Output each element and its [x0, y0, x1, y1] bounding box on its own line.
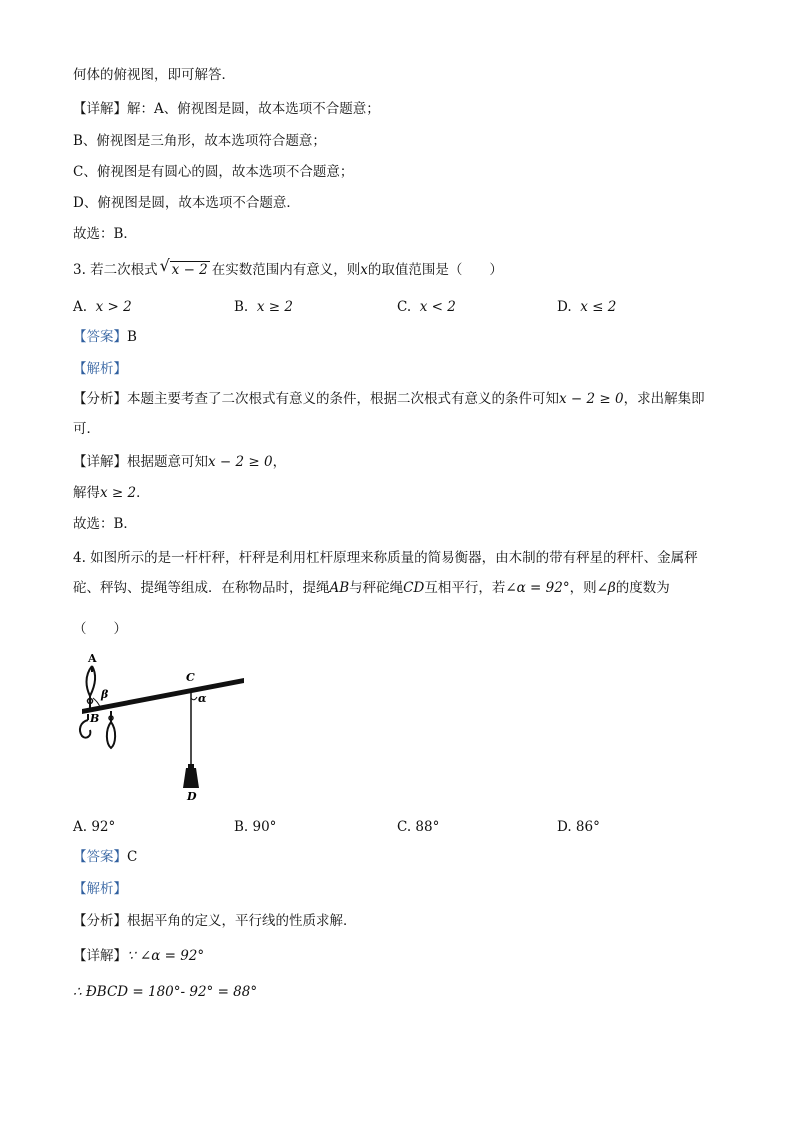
- q4-fenxi: 【分析】根据平角的定义，平行线的性质求解．: [73, 913, 357, 929]
- q4-option-b: B. 90°: [234, 819, 277, 835]
- second-rope-loop: [107, 722, 115, 748]
- inequality: x − 2 ≥ 0: [208, 454, 273, 470]
- q3-option-a: A. x > 2: [73, 299, 132, 315]
- question-4-paren: （ ）: [73, 621, 127, 637]
- steelyard-figure: [76, 650, 256, 805]
- q4-option-a: A. 92°: [73, 819, 116, 835]
- beta-arc: [93, 698, 100, 707]
- detail-tag: 【详解】: [73, 948, 127, 964]
- q3-xiangjie: 【详解】根据题意可知x − 2 ≥ 0，: [73, 454, 287, 470]
- text-line: 故选：B．: [73, 226, 137, 242]
- segment-cd: CD: [403, 580, 425, 596]
- fenxi-tag: 【分析】: [73, 913, 127, 929]
- inequality: x − 2 ≥ 0: [559, 391, 624, 407]
- q4-option-c: C. 88°: [397, 819, 440, 835]
- label-c: C: [186, 671, 195, 684]
- q3-choose: 故选：B．: [73, 516, 137, 532]
- answer-tag: 【答案】: [73, 329, 127, 345]
- variable: x: [360, 262, 368, 278]
- text-line: C、俯视图是有圆心的圆，故本选项不合题意；: [73, 164, 354, 180]
- label-alpha: α: [198, 692, 207, 705]
- answer-value: B: [127, 329, 137, 345]
- q4-xiangjie: [73, 947, 204, 965]
- label-beta: β: [101, 688, 109, 701]
- q3-option-c: C. x < 2: [397, 299, 456, 315]
- q4-analysis-tag: 【解析】: [73, 881, 127, 897]
- q4-therefore: [73, 983, 257, 1001]
- q3-stem-text: 在实数范围内有意义，则: [211, 262, 361, 278]
- radicand: x − 2: [171, 262, 208, 278]
- q3-stem-text: 3. 若二次根式: [73, 262, 158, 278]
- label-d: D: [187, 790, 197, 803]
- weight-knob: [188, 764, 194, 768]
- question-4-stem: 4. 如图所示的是一杆杆秤，杆秤是利用杠杆原理来称质量的简易衡器，由木制的带有秤星的秤杆、金属秤砣、秤钩、提绳等组成．在称物品时，提绳AB与秤砣绳CD互相平行，若∠α = 92°，则∠β的度数为: [73, 550, 698, 596]
- detail-tag: 【详解】: [73, 454, 127, 470]
- answer-value: C: [127, 849, 138, 865]
- counterweight: [183, 768, 199, 788]
- q3-stem-text: 的取值范围是（ ）: [367, 262, 503, 278]
- answer-tag: 【答案】: [73, 849, 127, 865]
- radical-sign: √: [159, 256, 170, 275]
- steelyard-hook: [80, 720, 90, 738]
- label-a: A: [88, 652, 97, 665]
- q3-fenxi: 【分析】本题主要考查了二次根式有意义的条件，根据二次根式有意义的条件可知x − 2 ≥ 0，求出解集即可．: [73, 391, 705, 437]
- q4-answer: [73, 848, 137, 866]
- because-statement: ∵ ∠α = 92°: [127, 948, 205, 964]
- text-line: 何体的俯视图，即可解答．: [73, 67, 235, 83]
- therefore-statement: ∴ ÐBCD = 180°- 92° = 88°: [73, 984, 258, 1000]
- text-line: B、俯视图是三角形，故本选项符合题意；: [73, 133, 326, 149]
- label-b: B: [90, 712, 100, 725]
- q4-option-d: D. 86°: [557, 819, 600, 835]
- angle-alpha-eq: ∠α = 92°: [505, 580, 570, 596]
- fenxi-tag: 【分析】: [73, 391, 127, 407]
- sqrt-expression: [159, 256, 210, 279]
- lifting-rope-ab: [87, 666, 96, 696]
- detail-text: 解：A、俯视图是圆，故本选项不合题意；: [127, 101, 380, 117]
- detail-tag: 【详解】: [73, 101, 127, 117]
- q3-option-b: B. x ≥ 2: [234, 299, 293, 315]
- alpha-arc: [191, 697, 197, 700]
- q3-jiede: 解得x ≥ 2．: [73, 485, 150, 501]
- question-3-stem: [73, 256, 503, 279]
- text-line: D、俯视图是圆，故本选项不合题意．: [73, 195, 300, 211]
- angle-beta: ∠β: [596, 580, 616, 596]
- segment-ab: AB: [329, 580, 350, 596]
- text-line: [73, 100, 380, 118]
- q3-option-d: D. x ≤ 2: [557, 299, 617, 315]
- inequality: x ≥ 2: [100, 485, 137, 501]
- q3-analysis-tag: 【解析】: [73, 361, 127, 377]
- q3-answer: [73, 328, 137, 346]
